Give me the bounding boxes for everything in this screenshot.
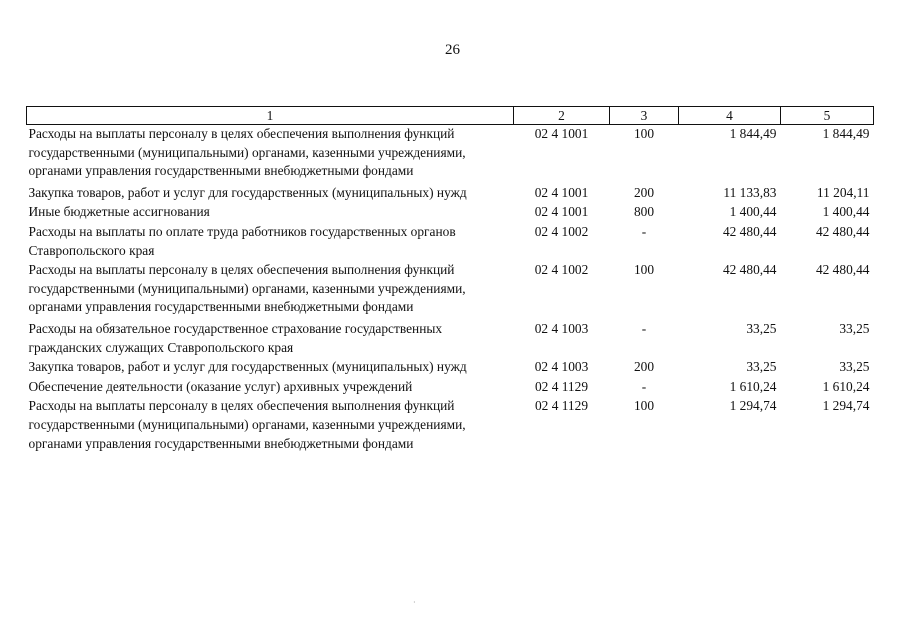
expense-name: Иные бюджетные ассигнования [28,204,210,220]
amount-col-4: 1 294,74 [729,398,777,414]
expense-type: 100 [633,262,655,278]
expense-name: Расходы на выплаты персоналу в целях обеспечения выполнения функций государственными (муниципальными) органами, казенными учреждениями, органами управления государственными внебюджетными фондами [28,398,466,451]
budget-table [26,106,874,454]
target-code: 02 4 1003 [534,359,589,375]
amount-col-4: 42 480,44 [722,262,777,278]
expense-name: Расходы на обязательное государственное страхование государственных гражданских служащих Ставропольского края [28,320,443,355]
expense-type: 100 [633,126,655,141]
expense-type: 800 [633,204,655,220]
expense-type: 100 [633,398,655,414]
amount-col-4: 1 400,44 [729,204,777,220]
amount-col-5: 1 400,44 [822,204,870,220]
table-row [27,358,874,378]
amount-col-5: 1 294,74 [822,398,870,414]
expense-type: - [641,378,647,394]
expense-type: 200 [633,359,655,375]
table-row [27,320,874,358]
expense-type: - [641,320,647,336]
expense-name: Расходы на выплаты персоналу в целях обеспечения выполнения функций государственными (муниципальными) органами, казенными учреждениями, органами управления государственными внебюджетными фондами [28,262,466,315]
expense-name: Расходы на выплаты персоналу в целях обеспечения выполнения функций государственными (муниципальными) органами, казенными учреждениями, органами управления государственными внебюджетными фондами [28,126,466,179]
amount-col-5: 1 844,49 [822,126,870,141]
amount-col-4: 1 844,49 [729,126,777,141]
amount-col-5: 33,25 [839,359,870,375]
expense-name: Обеспечение деятельности (оказание услуг) архивных учреждений [28,378,413,394]
table-row [27,203,874,223]
target-code: 02 4 1129 [534,398,589,414]
amount-col-4: 1 610,24 [729,378,777,394]
column-header-3: 3 [610,107,679,125]
amount-col-4: 33,25 [746,359,777,375]
target-code: 02 4 1001 [534,126,589,141]
amount-col-5: 42 480,44 [815,262,870,278]
table-row [27,125,874,184]
table-row [27,397,874,454]
amount-col-5: 1 610,24 [822,378,870,394]
table-row [27,223,874,261]
target-code: 02 4 1129 [534,378,589,394]
amount-col-4: 33,25 [746,320,777,336]
table-body [27,125,874,455]
target-code: 02 4 1002 [534,223,589,239]
column-header-2: 2 [514,107,610,125]
table-row [27,261,874,320]
table-row [27,378,874,398]
page-number: 26 [445,42,460,58]
target-code: 02 4 1002 [534,262,589,278]
expense-type: 200 [633,184,655,200]
target-code: 02 4 1003 [534,320,589,336]
scan-dot: · [413,598,416,607]
expense-name: Расходы на выплаты по оплате труда работников государственных органов Ставропольского края [28,223,456,258]
expense-name: Закупка товаров, работ и услуг для государственных (муниципальных) нужд [28,359,467,375]
target-code: 02 4 1001 [534,184,589,200]
header-row [27,107,874,125]
amount-col-5: 33,25 [839,320,870,336]
column-header-1: 1 [27,107,514,125]
column-header-4: 4 [679,107,781,125]
amount-col-4: 42 480,44 [722,223,777,239]
amount-col-4: 11 133,83 [723,184,777,200]
expense-name: Закупка товаров, работ и услуг для государственных (муниципальных) нужд [28,184,467,200]
column-header-5: 5 [781,107,874,125]
amount-col-5: 11 204,11 [816,184,870,200]
table-row [27,184,874,204]
target-code: 02 4 1001 [534,204,589,220]
table-header [27,107,874,125]
amount-col-5: 42 480,44 [815,223,870,239]
expense-type: - [641,223,647,239]
